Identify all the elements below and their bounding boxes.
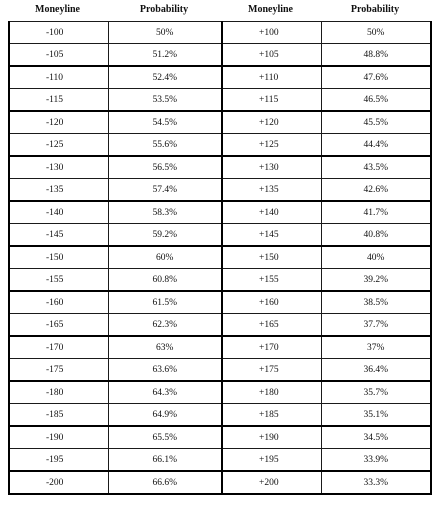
moneyline-negative-cell: -165 bbox=[9, 314, 108, 337]
probability-positive-cell: 40% bbox=[321, 246, 431, 269]
moneyline-negative-cell: -170 bbox=[9, 336, 108, 359]
table-row bbox=[9, 66, 431, 89]
table-row bbox=[9, 224, 431, 247]
probability-negative-cell: 63.6% bbox=[108, 359, 222, 382]
probability-negative-cell: 58.3% bbox=[108, 201, 222, 224]
moneyline-positive-cell: +105 bbox=[222, 44, 321, 67]
odds-grid-body bbox=[9, 22, 431, 495]
probability-negative-cell: 65.5% bbox=[108, 426, 222, 449]
header-probability-negative: Probability bbox=[139, 4, 189, 15]
table-row bbox=[9, 246, 431, 269]
moneyline-negative-cell: -160 bbox=[9, 291, 108, 314]
table-row bbox=[9, 381, 431, 404]
table-row bbox=[9, 336, 431, 359]
table-row bbox=[9, 111, 431, 134]
probability-positive-cell: 45.5% bbox=[321, 111, 431, 134]
table-row bbox=[9, 201, 431, 224]
moneyline-positive-cell: +115 bbox=[222, 89, 321, 112]
moneyline-negative-cell: -100 bbox=[9, 22, 108, 44]
probability-positive-cell: 48.8% bbox=[321, 44, 431, 67]
moneyline-positive-cell: +185 bbox=[222, 404, 321, 427]
table-row bbox=[9, 359, 431, 382]
moneyline-probability-table bbox=[8, 4, 430, 495]
moneyline-positive-cell: +190 bbox=[222, 426, 321, 449]
moneyline-negative-cell: -195 bbox=[9, 449, 108, 472]
probability-positive-cell: 42.6% bbox=[321, 179, 431, 202]
table-row bbox=[9, 44, 431, 67]
odds-grid bbox=[8, 21, 432, 495]
moneyline-positive-cell: +110 bbox=[222, 66, 321, 89]
header-moneyline-negative: Moneyline bbox=[35, 4, 80, 15]
probability-negative-cell: 51.2% bbox=[108, 44, 222, 67]
moneyline-negative-cell: -185 bbox=[9, 404, 108, 427]
probability-negative-cell: 53.5% bbox=[108, 89, 222, 112]
probability-positive-cell: 39.2% bbox=[321, 269, 431, 292]
table-row bbox=[9, 134, 431, 157]
probability-negative-cell: 60.8% bbox=[108, 269, 222, 292]
moneyline-positive-cell: +100 bbox=[222, 22, 321, 44]
moneyline-positive-cell: +165 bbox=[222, 314, 321, 337]
probability-positive-cell: 47.6% bbox=[321, 66, 431, 89]
moneyline-positive-cell: +140 bbox=[222, 201, 321, 224]
table-row bbox=[9, 314, 431, 337]
table-row bbox=[9, 156, 431, 179]
header-moneyline-positive: Moneyline bbox=[248, 4, 293, 15]
probability-negative-cell: 66.1% bbox=[108, 449, 222, 472]
probability-negative-cell: 60% bbox=[108, 246, 222, 269]
moneyline-negative-cell: -200 bbox=[9, 471, 108, 494]
table-row bbox=[9, 22, 431, 44]
moneyline-negative-cell: -145 bbox=[9, 224, 108, 247]
probability-positive-cell: 37.7% bbox=[321, 314, 431, 337]
table-row bbox=[9, 471, 431, 494]
moneyline-negative-cell: -180 bbox=[9, 381, 108, 404]
moneyline-negative-cell: -105 bbox=[9, 44, 108, 67]
moneyline-positive-cell: +130 bbox=[222, 156, 321, 179]
probability-negative-cell: 55.6% bbox=[108, 134, 222, 157]
probability-negative-cell: 63% bbox=[108, 336, 222, 359]
moneyline-negative-cell: -125 bbox=[9, 134, 108, 157]
moneyline-negative-cell: -150 bbox=[9, 246, 108, 269]
probability-positive-cell: 37% bbox=[321, 336, 431, 359]
moneyline-negative-cell: -130 bbox=[9, 156, 108, 179]
probability-negative-cell: 62.3% bbox=[108, 314, 222, 337]
table-row bbox=[9, 291, 431, 314]
moneyline-negative-cell: -110 bbox=[9, 66, 108, 89]
moneyline-positive-cell: +180 bbox=[222, 381, 321, 404]
probability-positive-cell: 46.5% bbox=[321, 89, 431, 112]
probability-negative-cell: 66.6% bbox=[108, 471, 222, 494]
moneyline-negative-cell: -120 bbox=[9, 111, 108, 134]
probability-positive-cell: 34.5% bbox=[321, 426, 431, 449]
moneyline-negative-cell: -140 bbox=[9, 201, 108, 224]
moneyline-negative-cell: -190 bbox=[9, 426, 108, 449]
probability-positive-cell: 44.4% bbox=[321, 134, 431, 157]
moneyline-positive-cell: +170 bbox=[222, 336, 321, 359]
probability-negative-cell: 56.5% bbox=[108, 156, 222, 179]
moneyline-negative-cell: -135 bbox=[9, 179, 108, 202]
probability-positive-cell: 41.7% bbox=[321, 201, 431, 224]
table-row bbox=[9, 426, 431, 449]
table-row bbox=[9, 179, 431, 202]
table-header-row bbox=[8, 4, 430, 16]
probability-positive-cell: 36.4% bbox=[321, 359, 431, 382]
probability-negative-cell: 52.4% bbox=[108, 66, 222, 89]
moneyline-positive-cell: +155 bbox=[222, 269, 321, 292]
moneyline-positive-cell: +195 bbox=[222, 449, 321, 472]
probability-positive-cell: 33.9% bbox=[321, 449, 431, 472]
moneyline-positive-cell: +145 bbox=[222, 224, 321, 247]
table-row bbox=[9, 404, 431, 427]
moneyline-positive-cell: +135 bbox=[222, 179, 321, 202]
table-row bbox=[9, 449, 431, 472]
probability-positive-cell: 33.3% bbox=[321, 471, 431, 494]
moneyline-positive-cell: +160 bbox=[222, 291, 321, 314]
probability-positive-cell: 43.5% bbox=[321, 156, 431, 179]
probability-negative-cell: 50% bbox=[108, 22, 222, 44]
probability-positive-cell: 38.5% bbox=[321, 291, 431, 314]
header-probability-positive: Probability bbox=[350, 4, 400, 15]
table-row bbox=[9, 89, 431, 112]
probability-negative-cell: 64.3% bbox=[108, 381, 222, 404]
moneyline-positive-cell: +175 bbox=[222, 359, 321, 382]
moneyline-positive-cell: +120 bbox=[222, 111, 321, 134]
table-row bbox=[9, 269, 431, 292]
probability-negative-cell: 59.2% bbox=[108, 224, 222, 247]
probability-negative-cell: 57.4% bbox=[108, 179, 222, 202]
probability-positive-cell: 40.8% bbox=[321, 224, 431, 247]
probability-negative-cell: 64.9% bbox=[108, 404, 222, 427]
moneyline-positive-cell: +150 bbox=[222, 246, 321, 269]
probability-positive-cell: 35.1% bbox=[321, 404, 431, 427]
probability-positive-cell: 50% bbox=[321, 22, 431, 44]
probability-negative-cell: 61.5% bbox=[108, 291, 222, 314]
probability-negative-cell: 54.5% bbox=[108, 111, 222, 134]
moneyline-positive-cell: +125 bbox=[222, 134, 321, 157]
moneyline-negative-cell: -115 bbox=[9, 89, 108, 112]
moneyline-negative-cell: -175 bbox=[9, 359, 108, 382]
probability-positive-cell: 35.7% bbox=[321, 381, 431, 404]
moneyline-positive-cell: +200 bbox=[222, 471, 321, 494]
moneyline-negative-cell: -155 bbox=[9, 269, 108, 292]
